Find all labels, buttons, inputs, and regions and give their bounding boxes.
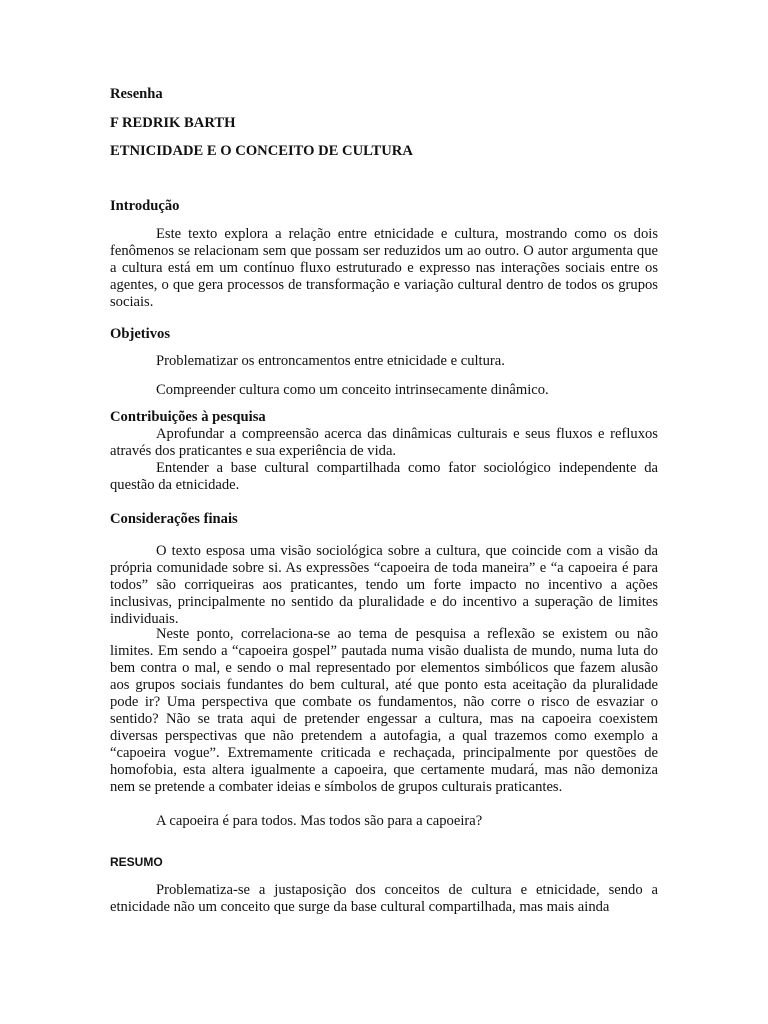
section-heading-objetivos: Objetivos	[110, 326, 170, 342]
document-label: Resenha	[110, 86, 163, 102]
section-heading-consideracoes: Considerações finais	[110, 511, 238, 527]
paragraph-resumo: Problematiza-se a justaposição dos conceitos de cultura e etnicidade, sendo a etnicidade não um conceito que surge da base cultural compartilhada, mas mais ainda	[110, 882, 658, 915]
document-page	[110, 0, 658, 1024]
paragraph-contribuicao: Aprofundar a compreensão acerca das dinâmicas culturais e seus fluxos e refluxos através dos praticantes e sua experiência de vida.	[110, 426, 658, 459]
document-title: ETNICIDADE E O CONCEITO DE CULTURA	[110, 143, 413, 159]
section-heading-resumo: RESUMO	[110, 855, 163, 869]
paragraph-consideracoes: Neste ponto, correlaciona-se ao tema de pesquisa a reflexão se existem ou não limites. Em sendo a “capoeira gospel” pautada numa visão dualista de mundo, numa luta do bem contra o mal, e sendo o mal representado por elementos simbólicos que fazem alusão aos grupos sociais fundantes do bem cultural, até que ponto esta aceitação da pluralidade pode ir? Uma perspectiva que combate os fundamentos, não corre o risco de esvaziar o sentido? Não se trata aqui de pretender engessar a cultura, mas na capoeira coexistem diversas perspectivas que não pretendem a autofagia, a qual trazemos como exemplo a “capoeira vogue”. Extremamente criticada e rechaçada, principalmente por questões de homofobia, esta altera igualmente a capoeira, que certamente mudará, mas não demoniza nem se pretende a combater ideias e símbolos de grupos culturais praticantes.	[110, 626, 658, 795]
paragraph-consideracoes: A capoeira é para todos. Mas todos são para a capoeira?	[156, 813, 483, 829]
section-heading-introducao: Introdução	[110, 198, 180, 214]
section-heading-contribuicoes: Contribuições à pesquisa	[110, 409, 266, 425]
document-author: F REDRIK BARTH	[110, 115, 236, 131]
paragraph-consideracoes: O texto esposa uma visão sociológica sobre a cultura, que coincide com a visão da própria comunidade sobre si. As expressões “capoeira de toda maneira” e “a capoeira é para todos” são corriqueiras aos praticantes, tendo um forte impacto no incentivo a ações inclusivas, principalmente no sentido da pluralidade e do incentivo a superação de limites individuais.	[110, 543, 658, 627]
paragraph-introducao: Este texto explora a relação entre etnicidade e cultura, mostrando como os dois fenômenos se relacionam sem que possam ser reduzidos um ao outro. O autor argumenta que a cultura está em um contínuo fluxo estruturado e expresso nas interações sociais entre os agentes, o que gera processos de transformação e variação cultural dentro de todos os grupos sociais.	[110, 226, 658, 310]
objetivo-item: Problematizar os entroncamentos entre etnicidade e cultura.	[156, 353, 505, 369]
paragraph-contribuicao: Entender a base cultural compartilhada como fator sociológico independente da questão da etnicidade.	[110, 460, 658, 493]
objetivo-item: Compreender cultura como um conceito intrinsecamente dinâmico.	[156, 382, 549, 398]
